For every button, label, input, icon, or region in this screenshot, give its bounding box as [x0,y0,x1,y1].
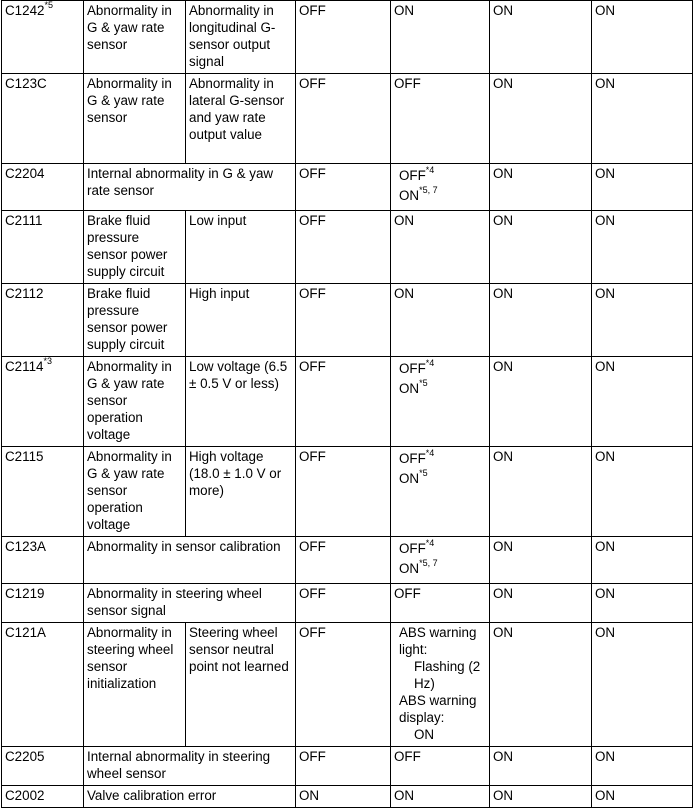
status-cell: ON [592,447,693,537]
status-cell: ON [391,211,490,284]
status-line [399,184,486,204]
dtc-code-cell: C2111 [2,211,84,284]
dtc-code-cell: C123A [2,537,84,584]
table-row [2,537,693,584]
table-row [2,786,693,808]
status-cell: ON [490,357,592,447]
status-cell [391,357,490,447]
footnote-mark: *4 [425,357,435,368]
dtc-code-cell: C2115 [2,447,84,537]
footnote-mark: *3 [43,355,52,366]
dtc-code: C2114 [5,359,44,374]
status-cell: ON [296,786,391,808]
table-row [2,747,693,786]
status-cell: OFF [296,164,391,211]
abs-warning-light-label: ABS warning light: [399,625,477,657]
status-cell: OFF [391,747,490,786]
status-cell: ON [592,74,693,164]
status-value: ON [399,188,420,203]
detection-detail-cell: High input [186,284,296,357]
footnote-mark: *5, 7 [419,557,438,568]
detection-detail-cell: High voltage (18.0 ± 1.0 V or more) [186,447,296,537]
table-row [2,74,693,164]
detection-item-cell: Abnormality in sensor calibration [84,537,296,584]
status-cell: ON [592,164,693,211]
abs-warning-light-value: Flashing (2 Hz) [414,659,481,691]
abs-warning-display-label: ABS warning display: [399,693,477,725]
detection-detail-cell: Steering wheel sensor neutral point not learned [186,623,296,747]
status-cell: ON [490,164,592,211]
status-cell: OFF [296,537,391,584]
status-cell: ON [391,786,490,808]
status-value: ON [399,381,420,396]
status-cell: OFF [296,584,391,623]
detection-item-cell: Brake fluid pressure sensor power supply circuit [84,284,186,357]
status-line [399,537,486,557]
status-cell: ON [592,537,693,584]
status-cell [391,447,490,537]
status-line [399,377,486,397]
status-cell: ON [592,623,693,747]
table-row [2,211,693,284]
status-cell: ON [490,74,592,164]
dtc-table [1,0,693,808]
table-row [2,447,693,537]
status-cell: ON [490,447,592,537]
status-value: ON [399,471,420,486]
footnote-mark: *5 [419,377,428,388]
status-cell: ON [592,284,693,357]
detection-detail-cell: Abnormality in longitudinal G-sensor output signal [186,1,296,74]
status-cell: ON [391,284,490,357]
status-cell: ON [592,747,693,786]
status-line [399,447,486,467]
detection-detail-cell: Low input [186,211,296,284]
detection-item-cell: Abnormality in G & yaw rate sensor [84,1,186,74]
dtc-code-cell: C121A [2,623,84,747]
status-cell: OFF [296,74,391,164]
status-value: OFF [399,361,426,376]
table-row [2,164,693,211]
detection-item-cell: Abnormality in steering wheel sensor initialization [84,623,186,747]
status-cell [391,623,490,747]
dtc-code-cell: C2002 [2,786,84,808]
status-cell [391,164,490,211]
status-cell: ON [592,357,693,447]
table-row [2,584,693,623]
status-cell: ON [490,747,592,786]
dtc-code-cell: C2204 [2,164,84,211]
status-cell: ON [490,284,592,357]
footnote-mark: *4 [425,537,435,548]
status-cell: ON [490,786,592,808]
status-cell [391,537,490,584]
status-cell: ON [490,537,592,584]
status-line [399,467,486,487]
status-value: OFF [399,168,426,183]
status-cell: OFF [296,747,391,786]
status-cell: OFF [296,447,391,537]
dtc-code: C1242 [5,3,45,18]
status-cell: ON [490,211,592,284]
footnote-mark: *5, 7 [419,184,438,195]
detection-item-cell: Abnormality in steering wheel sensor signal [84,584,296,623]
status-cell: OFF [296,284,391,357]
detection-item-cell: Abnormality in G & yaw rate sensor operation voltage [84,447,186,537]
dtc-code-cell: C2112 [2,284,84,357]
status-cell: ON [490,1,592,74]
detection-item-cell: Abnormality in G & yaw rate sensor operation voltage [84,357,186,447]
detection-item-cell: Valve calibration error [84,786,296,808]
table-row [2,1,693,74]
footnote-mark: *4 [425,164,435,175]
footnote-mark: *5 [44,0,53,10]
dtc-code-cell: C1219 [2,584,84,623]
table-row [2,284,693,357]
detection-item-cell: Abnormality in G & yaw rate sensor [84,74,186,164]
status-line [399,164,486,184]
status-cell: ON [490,623,592,747]
detection-item-cell: Internal abnormality in G & yaw rate sensor [84,164,296,211]
status-cell: OFF [296,1,391,74]
detection-detail-cell: Abnormality in lateral G-sensor and yaw rate output value [186,74,296,164]
status-cell: ON [391,1,490,74]
dtc-code-cell [2,1,84,74]
detection-item-cell: Internal abnormality in steering wheel sensor [84,747,296,786]
status-line [399,357,486,377]
table-row [2,623,693,747]
status-line [399,557,486,577]
footnote-mark: *4 [425,447,435,458]
status-cell: OFF [296,211,391,284]
status-value: OFF [399,541,426,556]
status-cell: OFF [391,74,490,164]
status-cell: OFF [296,357,391,447]
status-cell: ON [592,786,693,808]
status-cell: OFF [391,584,490,623]
status-cell: ON [592,1,693,74]
status-cell: OFF [296,623,391,747]
status-cell: ON [490,584,592,623]
dtc-code-cell: C123C [2,74,84,164]
status-value: OFF [399,451,426,466]
footnote-mark: *5 [419,467,428,478]
table-row [2,357,693,447]
status-value: ON [399,561,420,576]
detection-item-cell: Brake fluid pressure sensor power supply circuit [84,211,186,284]
status-cell: ON [592,211,693,284]
dtc-code-cell [2,357,84,447]
status-cell: ON [592,584,693,623]
abs-warning-display-value: ON [414,727,435,742]
detection-detail-cell: Low voltage (6.5 ± 0.5 V or less) [186,357,296,447]
dtc-code-cell: C2205 [2,747,84,786]
